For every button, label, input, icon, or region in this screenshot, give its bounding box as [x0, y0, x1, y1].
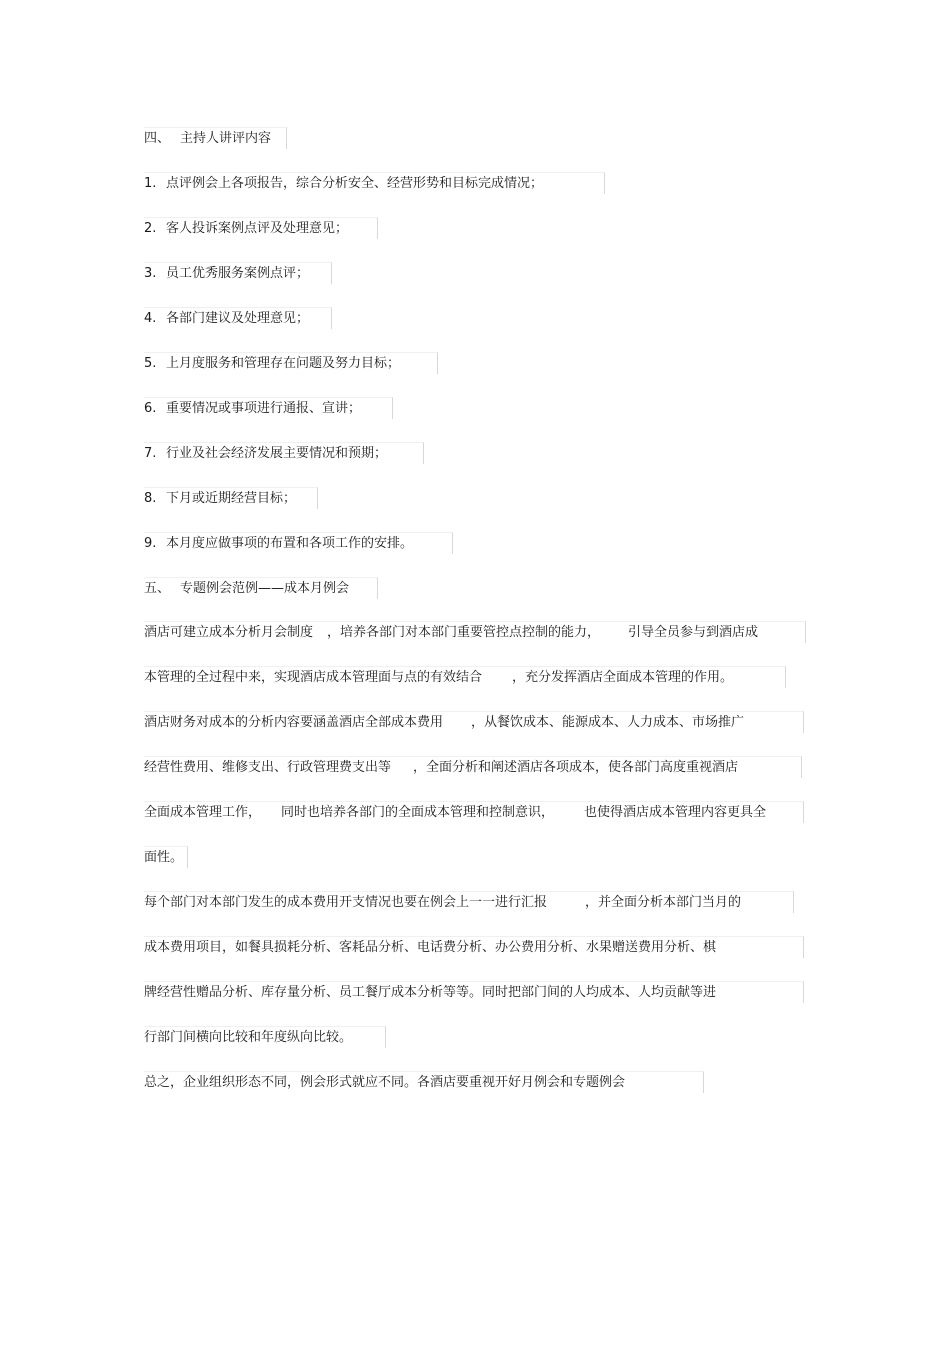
- text-run: 行部门间横向比较和年度纵向比较。: [144, 1030, 353, 1045]
- text-run: 全面成本管理工作，: [144, 805, 262, 820]
- list-item: [144, 217, 378, 239]
- list-number: 1.: [144, 176, 157, 191]
- list-text: 下月或近期经营目标；: [166, 491, 297, 506]
- text-run: 酒店可建立成本分析月会制度: [144, 625, 314, 640]
- list-text: 本月度应做事项的布置和各项工作的安排。: [166, 536, 414, 551]
- list-text: 重要情况或事项进行通报、宣讲；: [166, 401, 362, 416]
- list-number: 4.: [144, 311, 157, 326]
- section-number: 五、: [144, 581, 171, 596]
- list-item: [144, 172, 605, 194]
- list-item: [144, 262, 332, 284]
- text-run: 总之，企业组织形态不同，例会形式就应不同。各酒店要重视开好月例会和专题例会: [144, 1075, 626, 1090]
- list-number: 3.: [144, 266, 157, 281]
- text-run: 面性。: [144, 850, 184, 865]
- list-item: [144, 442, 424, 464]
- section-5-heading: [144, 577, 378, 599]
- paragraph-line: [144, 756, 802, 778]
- list-item: [144, 397, 393, 419]
- paragraph-line: [144, 1071, 704, 1093]
- list-number: 6.: [144, 401, 157, 416]
- paragraph-line: [144, 711, 804, 733]
- text-run: 本管理的全过程中来，实现酒店成本管理面与点的有效结合: [144, 670, 483, 685]
- text-run: ，从餐饮成本、能源成本、人力成本、市场推广: [471, 715, 745, 730]
- paragraph-line: [144, 891, 794, 913]
- list-item: [144, 532, 453, 554]
- paragraph-line: [144, 846, 188, 868]
- text-run: 牌经营性赠品分析、库存量分析、员工餐厅成本分析等等。同时把部门间的人均成本、人均贡献等进: [144, 985, 717, 1000]
- list-text: 员工优秀服务案例点评；: [166, 266, 310, 281]
- list-text: 行业及社会经济发展主要情况和预期；: [166, 446, 388, 461]
- text-run: 经营性费用、维修支出、行政管理费支出等: [144, 760, 392, 775]
- list-number: 7.: [144, 446, 157, 461]
- list-item: [144, 307, 332, 329]
- list-number: 8.: [144, 491, 157, 506]
- section-title: 专题例会范例——成本月例会: [180, 581, 350, 596]
- text-run: 酒店财务对成本的分析内容要涵盖酒店全部成本费用: [144, 715, 444, 730]
- paragraph-line: [144, 936, 804, 958]
- paragraph-line: [144, 801, 804, 823]
- text-run: ，全面分析和阐述酒店各项成本，使各部门高度重视酒店: [413, 760, 739, 775]
- text-run: ，充分发挥酒店全面成本管理的作用。: [512, 670, 734, 685]
- list-text: 点评例会上各项报告，综合分析安全、经营形势和目标完成情况；: [166, 176, 544, 191]
- text-run: 成本费用项目，如餐具损耗分析、客耗品分析、电话费分析、办公费用分析、水果赠送费用分析、棋: [144, 940, 717, 955]
- section-4-heading: [144, 127, 287, 149]
- text-run: 同时也培养各部门的全面成本管理和控制意识，: [281, 805, 555, 820]
- paragraph-line: [144, 666, 786, 688]
- paragraph-line: [144, 1026, 386, 1048]
- list-text: 各部门建议及处理意见；: [166, 311, 310, 326]
- list-number: 5.: [144, 356, 157, 371]
- text-run: 也使得酒店成本管理内容更具全: [584, 805, 767, 820]
- list-number: 9.: [144, 536, 157, 551]
- text-run: ，培养各部门对本部门重要管控点控制的能力，: [327, 625, 601, 640]
- section-title: 主持人讲评内容: [180, 131, 272, 146]
- list-item: [144, 352, 438, 374]
- paragraph-line: [144, 621, 806, 643]
- paragraph-line: [144, 981, 804, 1003]
- list-text: 上月度服务和管理存在问题及努力目标；: [166, 356, 401, 371]
- list-text: 客人投诉案例点评及处理意见；: [166, 221, 349, 236]
- list-number: 2.: [144, 221, 157, 236]
- section-number: 四、: [144, 131, 171, 146]
- text-run: 每个部门对本部门发生的成本费用开支情况也要在例会上一一进行汇报: [144, 895, 548, 910]
- text-run: ，并全面分析本部门当月的: [585, 895, 742, 910]
- list-item: [144, 487, 318, 509]
- text-run: 引导全员参与到酒店成: [628, 625, 759, 640]
